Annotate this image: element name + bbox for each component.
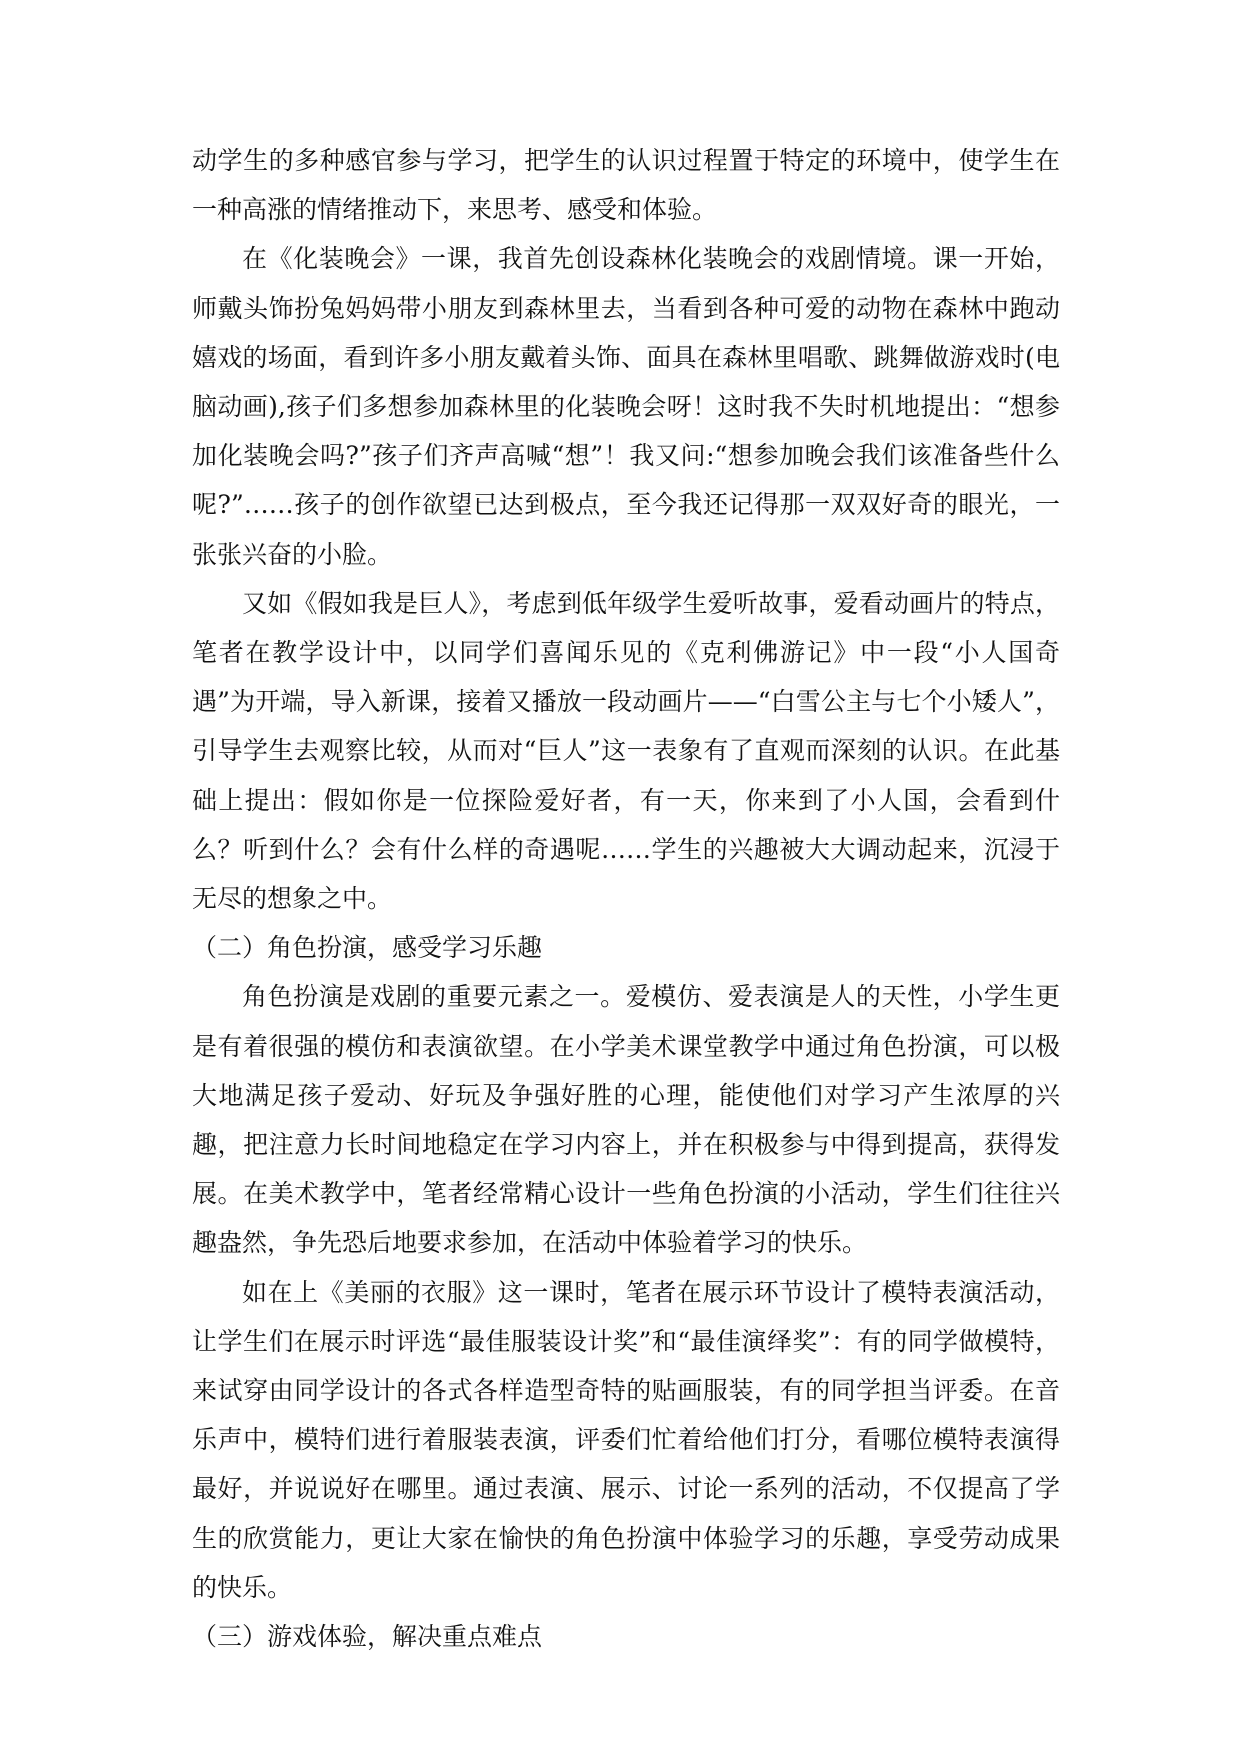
body-paragraph: 又如《假如我是巨人》，考虑到低年级学生爱听故事，爱看动画片的特点，笔者在教学设计中，以同学们喜闻乐见的《克利佛游记》中一段“小人国奇遇”为开端，导入新课，接着又播放一段动画片——“白雪公主与七个小矮人”，引导学生去观察比较，从而对“巨人”这一表象有了直观而深刻的认识。在此基础上提出：假如你是一位探险爱好者，有一天，你来到了小人国，会看到什么？听到什么？会有什么样的奇遇呢……学生的兴趣被大大调动起来，沉浸于无尽的想象之中。 bbox=[192, 588, 1060, 914]
section-heading: （二）角色扮演，感受学习乐趣 bbox=[192, 933, 543, 963]
body-paragraph: 在《化装晚会》一课，我首先创设森林化装晚会的戏剧情境。课一开始，师戴头饰扮兔妈妈带小朋友到森林里去，当看到各种可爱的动物在森林中跑动嬉戏的场面，看到许多小朋友戴着头饰、面具在森林里唱歌、跳舞做游戏时(电脑动画),孩子们多想参加森林里的化装晚会呀！这时我不失时机地提出：“想参加化装晚会吗?”孩子们齐声高喊“想”！我又问:“想参加晚会我们该准备些什么呢?”……孩子的创作欲望已达到极点，至今我还记得那一双双好奇的眼光，一张张兴奋的小脸。 bbox=[192, 244, 1060, 569]
section-heading: （三）游戏体验，解决重点难点 bbox=[192, 1622, 543, 1652]
document-body bbox=[192, 136, 1060, 1661]
body-paragraph: 动学生的多种感官参与学习，把学生的认识过程置于特定的环境中，使学生在一种高涨的情绪推动下，来思考、感受和体验。 bbox=[192, 146, 1060, 225]
body-paragraph: 角色扮演是戏剧的重要元素之一。爱模仿、爱表演是人的天性，小学生更是有着很强的模仿和表演欲望。在小学美术课堂教学中通过角色扮演，可以极大地满足孩子爱动、好玩及争强好胜的心理，能使他们对学习产生浓厚的兴趣，把注意力长时间地稳定在学习内容上，并在积极参与中得到提高，获得发展。在美术教学中，笔者经常精心设计一些角色扮演的小活动，学生们往往兴趣盎然，争先恐后地要求参加，在活动中体验着学习的快乐。 bbox=[192, 982, 1060, 1258]
body-paragraph: 如在上《美丽的衣服》这一课时，笔者在展示环节设计了模特表演活动，让学生们在展示时评选“最佳服装设计奖”和“最佳演绎奖”：有的同学做模特，来试穿由同学设计的各式各样造型奇特的贴画服装，有的同学担当评委。在音乐声中，模特们进行着服装表演，评委们忙着给他们打分，看哪位模特表演得最好，并说说好在哪里。通过表演、展示、讨论一系列的活动，不仅提高了学生的欣赏能力，更让大家在愉快的角色扮演中体验学习的乐趣，享受劳动成果的快乐。 bbox=[192, 1277, 1060, 1602]
